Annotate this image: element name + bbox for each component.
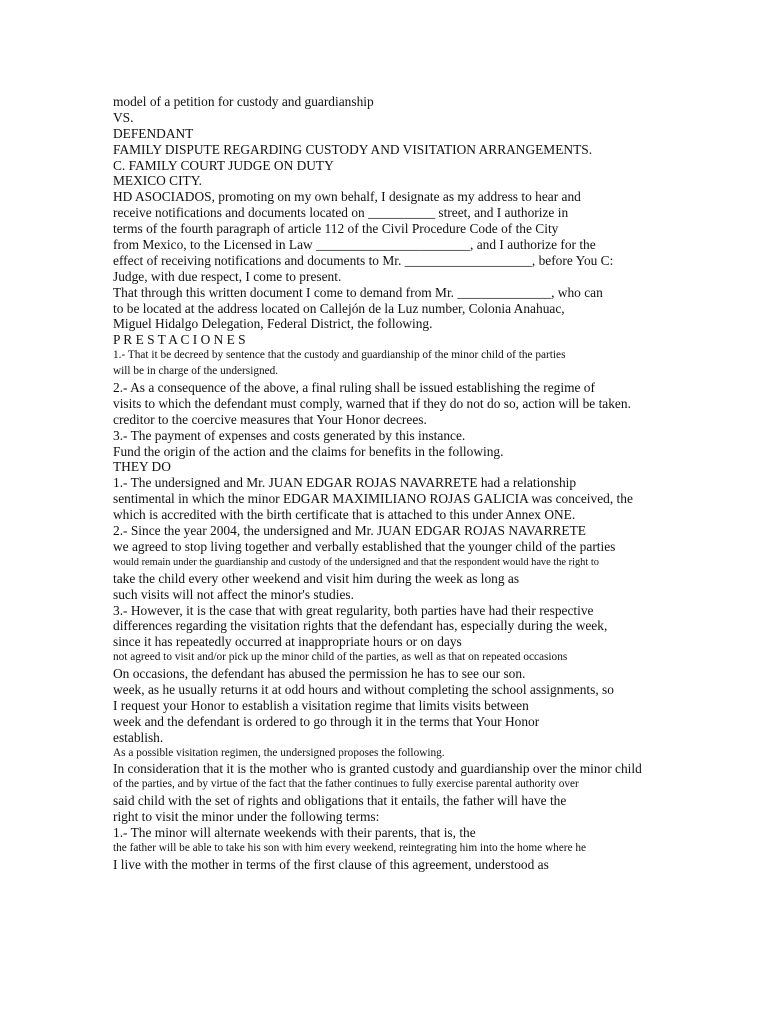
- document-line: 2.- As a consequence of the above, a final ruling shall be issued establishing the regime of: [113, 380, 595, 396]
- document-line: will be in charge of the undersigned.: [113, 365, 279, 378]
- document-line: 1.- That it be decreed by sentence that the custody and guardianship of the minor child of the parties: [113, 349, 566, 362]
- document-line: VS.: [113, 109, 134, 125]
- document-line: I live with the mother in terms of the first clause of this agreement, understood as: [113, 856, 549, 872]
- document-line: Judge, with due respect, I come to present.: [113, 268, 342, 284]
- document-line: 3.- However, it is the case that with great regularity, both parties have had their respective: [113, 602, 594, 618]
- document-line: week and the defendant is ordered to go through it in the terms that Your Honor: [113, 713, 540, 729]
- document-line: 3.- The payment of expenses and costs generated by this instance.: [113, 427, 466, 443]
- document-line: I request your Honor to establish a visitation regime that limits visits between: [113, 697, 529, 713]
- document-line: HD ASOCIADOS, promoting on my own behalf, I designate as my address to hear and: [113, 189, 581, 205]
- document-line: we agreed to stop living together and verbally established that the younger child of the parties: [113, 538, 616, 554]
- document-page: [113, 94, 763, 873]
- document-line: from Mexico, to the Licensed in Law _______________________, and I authorize for the: [113, 237, 596, 253]
- document-line: to be located at the address located on Callejón de la Luz number, Colonia Anahuac,: [113, 300, 565, 316]
- document-line: week, as he usually returns it at odd hours and without completing the school assignments, so: [113, 681, 614, 697]
- document-line: creditor to the coercive measures that Your Honor decrees.: [113, 411, 427, 427]
- document-line: take the child every other weekend and visit him during the week as long as: [113, 570, 520, 586]
- document-line: visits to which the defendant must comply, warned that if they do not do so, action will be taken.: [113, 395, 631, 411]
- document-line: FAMILY DISPUTE REGARDING CUSTODY AND VISITATION ARRANGEMENTS.: [113, 141, 593, 157]
- document-line: P R E S T A C I O N E S: [113, 332, 246, 348]
- document-line: MEXICO CITY.: [113, 173, 203, 189]
- document-line: 2.- Since the year 2004, the undersigned and Mr. JUAN EDGAR ROJAS NAVARRETE: [113, 523, 586, 539]
- document-line: differences regarding the visitation rights that the defendant has, especially during the week,: [113, 618, 608, 634]
- document-line: establish.: [113, 729, 164, 745]
- document-line: In consideration that it is the mother who is granted custody and guardianship over the minor child: [113, 761, 642, 777]
- document-line: THEY DO: [113, 459, 171, 475]
- document-line: the father will be able to take his son with him every weekend, reintegrating him into the home where he: [113, 841, 587, 854]
- document-line: receive notifications and documents located on __________ street, and I authorize in: [113, 205, 569, 221]
- document-line: That through this written document I come to demand from Mr. ______________, who can: [113, 284, 603, 300]
- document-line: C. FAMILY COURT JUDGE ON DUTY: [113, 157, 334, 173]
- document-line: As a possible visitation regimen, the undersigned proposes the following.: [113, 746, 445, 759]
- document-line: since it has repeatedly occurred at inappropriate hours or on days: [113, 634, 462, 650]
- document-line: would remain under the guardianship and custody of the undersigned and that the respondent would have the right to: [113, 556, 599, 568]
- document-line: effect of receiving notifications and documents to Mr. ___________________, before You C:: [113, 252, 614, 268]
- document-line: model of a petition for custody and guardianship: [113, 94, 374, 109]
- document-line: 1.- The undersigned and Mr. JUAN EDGAR ROJAS NAVARRETE had a relationship: [113, 475, 577, 491]
- document-line: of the parties, and by virtue of the fact that the father continues to fully exercise parental authority over: [113, 778, 579, 791]
- document-line: Miguel Hidalgo Delegation, Federal District, the following.: [113, 316, 433, 332]
- document-line: said child with the set of rights and obligations that it entails, the father will have the: [113, 793, 567, 809]
- document-line: such visits will not affect the minor's studies.: [113, 586, 354, 602]
- document-line: which is accredited with the birth certificate that is attached to this under Annex ONE.: [113, 507, 576, 523]
- document-line: right to visit the minor under the following terms:: [113, 809, 380, 825]
- document-line: On occasions, the defendant has abused the permission he has to see our son.: [113, 666, 526, 682]
- document-line: terms of the fourth paragraph of article 112 of the Civil Procedure Code of the City: [113, 221, 559, 237]
- document-line: DEFENDANT: [113, 125, 194, 141]
- document-line: Fund the origin of the action and the claims for benefits in the following.: [113, 443, 504, 459]
- document-line: sentimental in which the minor EDGAR MAXIMILIANO ROJAS GALICIA was conceived, the: [113, 491, 633, 507]
- document-line: 1.- The minor will alternate weekends with their parents, that is, the: [113, 824, 476, 840]
- document-line: not agreed to visit and/or pick up the minor child of the parties, as well as that on repeated occasions: [113, 651, 568, 664]
